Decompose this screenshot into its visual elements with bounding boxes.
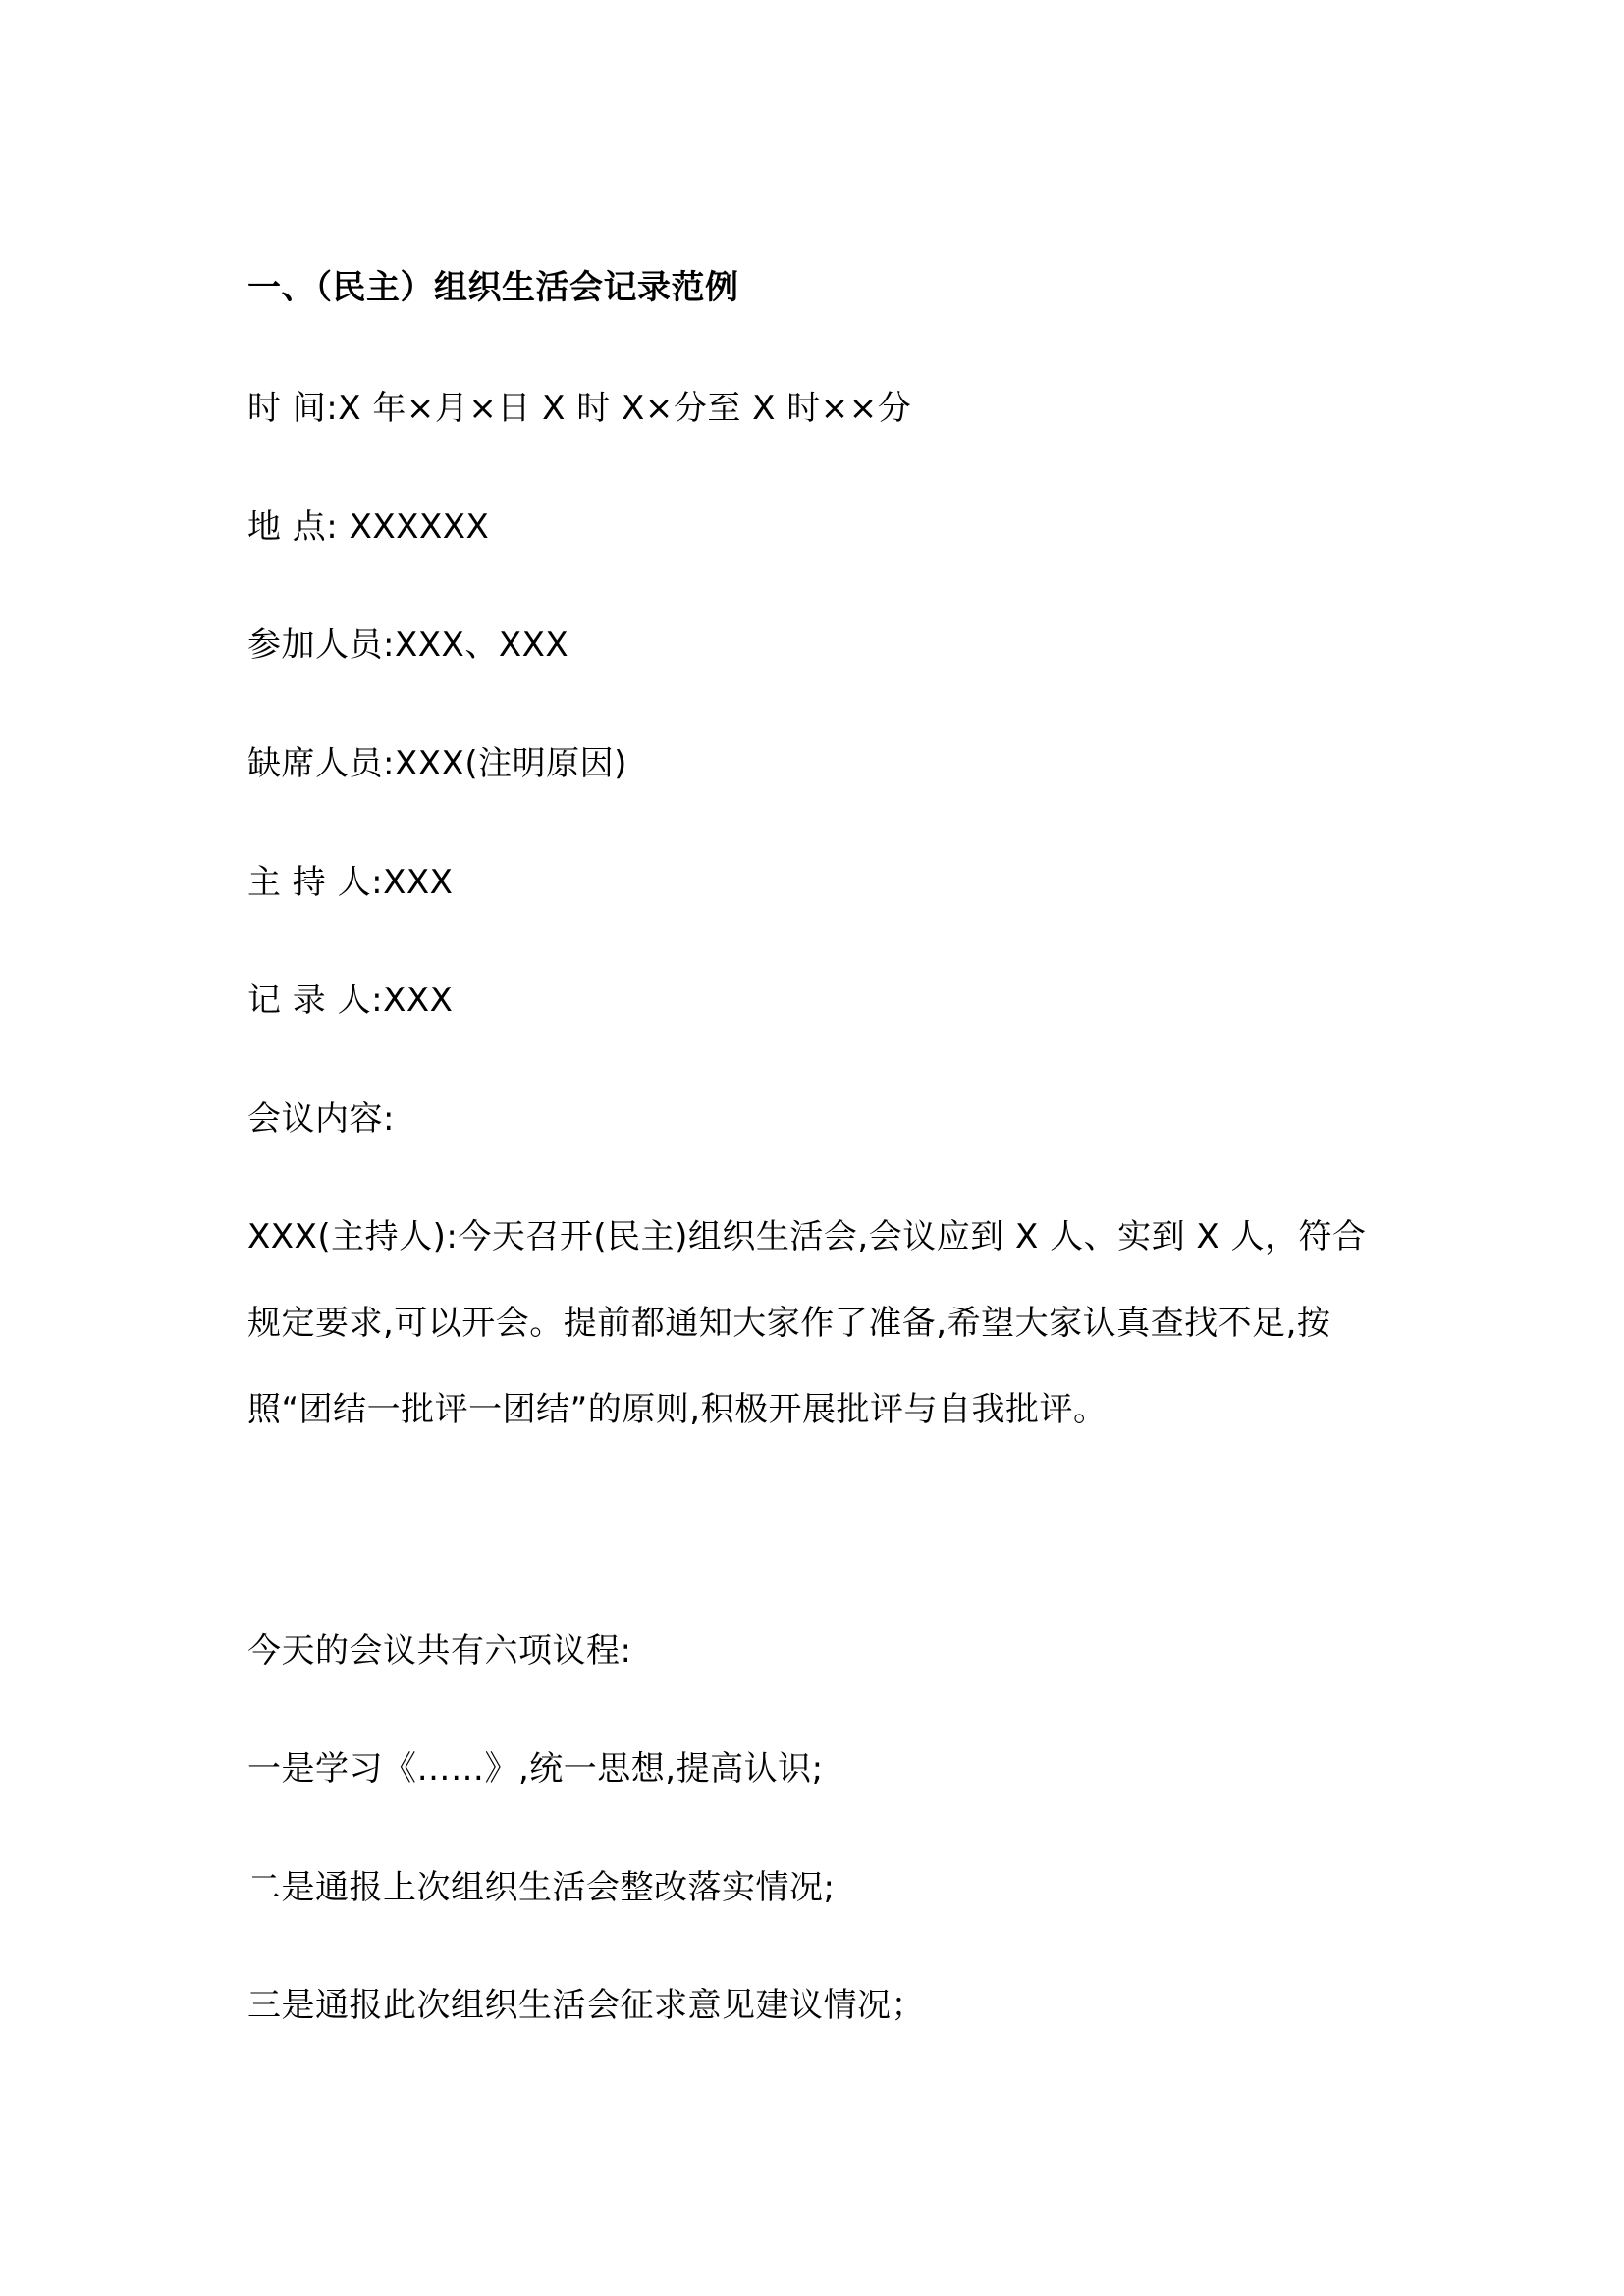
document-heading: 一、（民主）组织生活会记录范例 [247, 268, 739, 307]
agenda-intro: 今天的会议共有六项议程: [247, 1631, 632, 1671]
meeting-host: 主 持 人:XXX [247, 863, 454, 902]
meeting-content-label: 会议内容: [247, 1099, 395, 1139]
meeting-time: 时 间:X 年×月×日 X 时 X×分至 X 时××分 [247, 389, 912, 428]
agenda-item: 一是学习《……》,统一思想,提高认识; [247, 1749, 824, 1789]
meeting-recorder: 记 录 人:XXX [247, 981, 454, 1020]
opening-line: 照“团结一批评一团结”的原则,积极开展批评与自我批评。 [247, 1390, 1108, 1429]
meeting-absentees: 缺席人员:XXX(注明原因) [247, 744, 627, 783]
meeting-place: 地 点: XXXXXX [247, 507, 490, 547]
agenda-item: 二是通报上次组织生活会整改落实情况; [247, 1868, 836, 1907]
opening-paragraph [247, 1194, 1396, 1453]
agenda-item: 三是通报此次组织生活会征求意见建议情况； [247, 1986, 925, 2025]
opening-line: XXX(主持人):今天召开(民主)组织生活会,会议应到 X 人、实到 X 人，符合 [247, 1217, 1367, 1256]
opening-line: 规定要求,可以开会。提前都通知大家作了准备,希望大家认真查找不足,按 [247, 1304, 1331, 1343]
meeting-attendees: 参加人员:XXX、XXX [247, 625, 569, 665]
